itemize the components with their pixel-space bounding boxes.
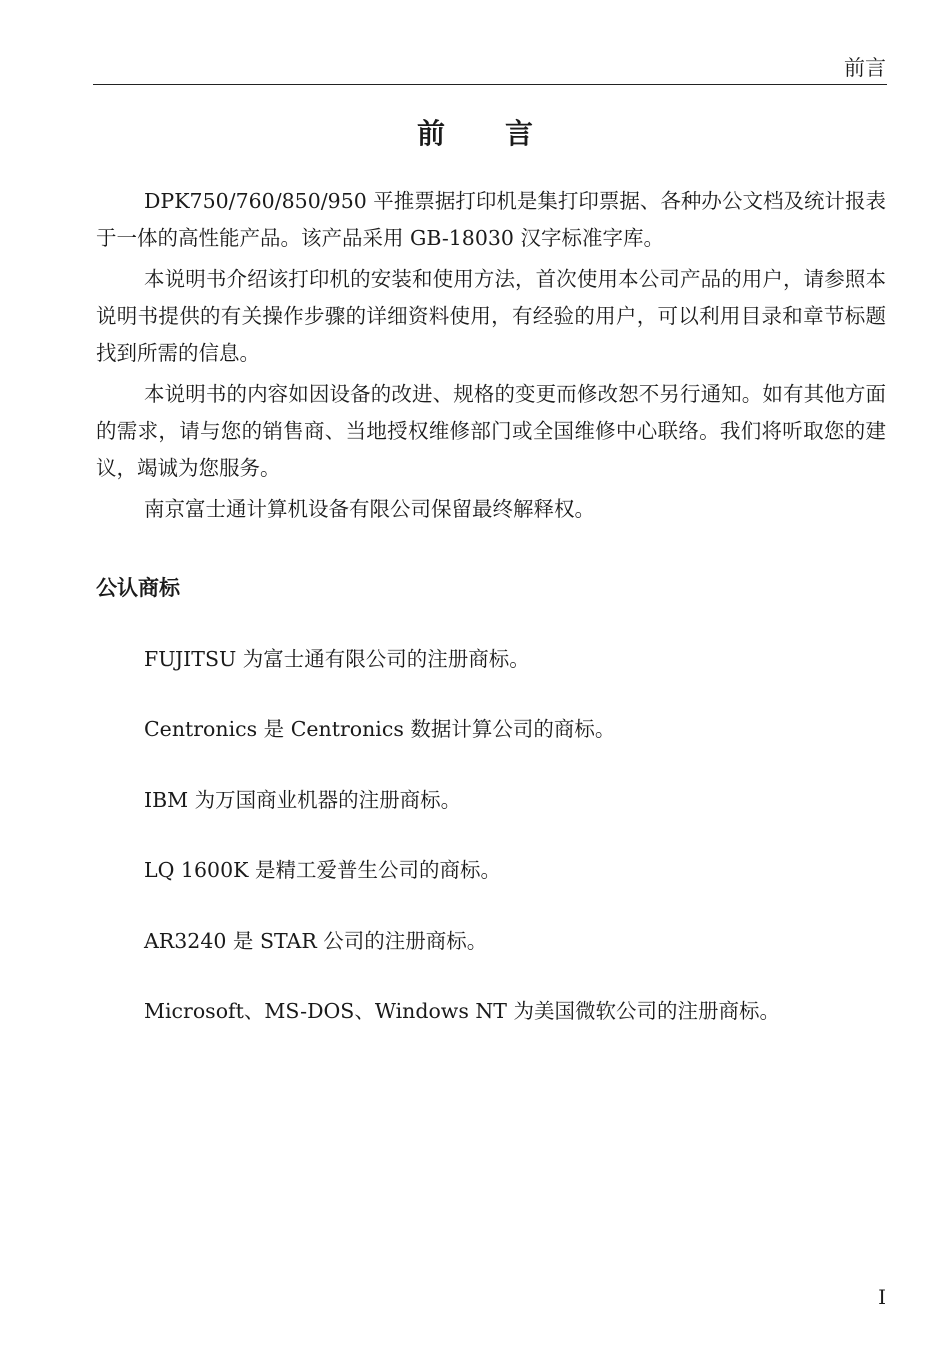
page-number: I bbox=[878, 1285, 886, 1309]
paragraph-rights-reserved: 南京富士通计算机设备有限公司保留最终解释权。 bbox=[144, 497, 595, 521]
header-rule bbox=[93, 84, 887, 85]
trademarks-heading: 公认商标 bbox=[96, 575, 180, 600]
preface-body bbox=[96, 183, 886, 532]
running-header: 前言 bbox=[844, 56, 886, 80]
paragraph-change-notice: 本说明书的内容如因设备的改进、规格的变更而修改恕不另行通知。如有其他方面的需求，请与您的销售商、当地授权维修部门或全国维修中心联络。我们将听取您的建议，竭诚为您服务。 bbox=[96, 382, 886, 480]
trademark-list bbox=[144, 641, 884, 1063]
paragraph-manual-usage: 本说明书介绍该打印机的安装和使用方法，首次使用本公司产品的用户，请参照本说明书提供的有关操作步骤的详细资料使用，有经验的用户，可以利用目录和章节标题找到所需的信息。 bbox=[96, 267, 886, 365]
trademark-item: IBM 为万国商业机器的注册商标。 bbox=[144, 787, 462, 812]
trademark-item: AR3240 是 STAR 公司的注册商标。 bbox=[144, 928, 488, 953]
trademark-item: Microsoft、MS-DOS、Windows NT 为美国微软公司的注册商标。 bbox=[144, 998, 780, 1023]
trademark-item: Centronics 是 Centronics 数据计算公司的商标。 bbox=[144, 717, 616, 742]
trademark-item: FUJITSU 为富士通有限公司的注册商标。 bbox=[144, 647, 530, 671]
page-title: 前言 bbox=[416, 117, 593, 150]
trademark-item: LQ 1600K 是精工爱普生公司的商标。 bbox=[144, 858, 501, 883]
paragraph-product-intro: DPK750/760/850/950 平推票据打印机是集打印票据、各种办公文档及统计报表于一体的高性能产品。该产品采用 GB-18030 汉字标准字库。 bbox=[96, 189, 886, 250]
